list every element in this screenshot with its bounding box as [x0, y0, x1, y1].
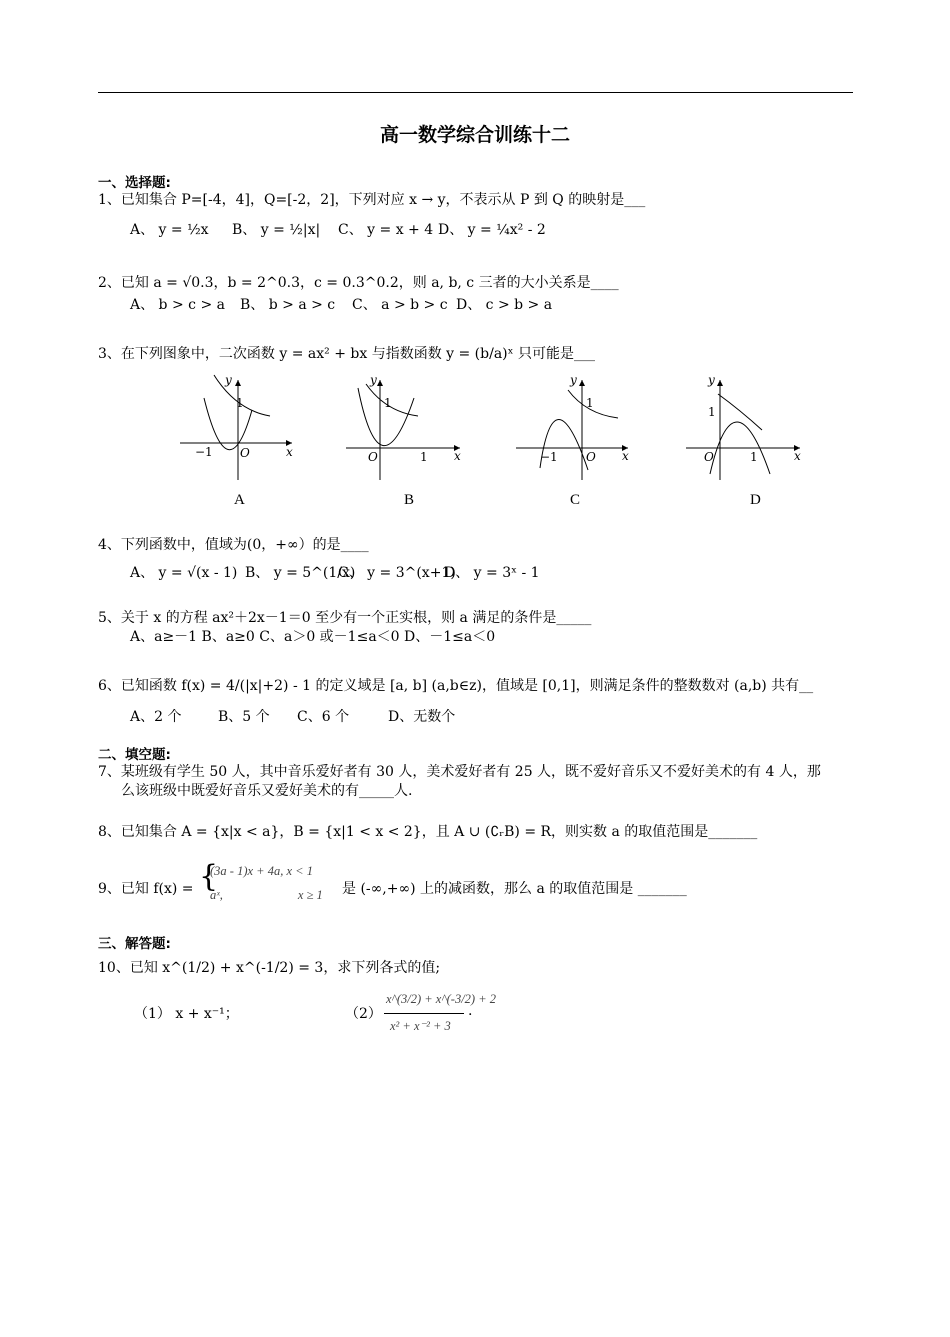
- graph-c-tick-neg1: −1: [540, 450, 558, 464]
- graph-a-tick-1: 1: [236, 396, 244, 410]
- q10-part-2-denominator: x² + x⁻² + 3: [390, 1019, 451, 1033]
- q9-case-2: aˣ, x ≥ 1: [210, 888, 323, 902]
- question-9-suffix: 是 (-∞,+∞) 上的减函数，那么 a 的取值范围是 _______: [342, 881, 687, 897]
- graph-b-tick-1-y: 1: [384, 396, 392, 410]
- q1-option-a: A、 y = ½x: [130, 222, 209, 238]
- q10-fraction-bar: [384, 1013, 464, 1014]
- q9-brace: {: [199, 859, 219, 894]
- q10-part-2-end: .: [468, 1003, 473, 1019]
- graph-c-y-label: y: [570, 373, 577, 387]
- graph-c-label: C: [570, 492, 581, 508]
- question-4-stem: 4、下列函数中，值域为(0，+∞）的是____: [98, 537, 369, 553]
- graph-c-x-label: x: [622, 449, 629, 463]
- question-7-line-1: 7、某班级有学生 50 人，其中音乐爱好者有 30 人，美术爱好者有 25 人，既不爱好音乐又不爱好美术的有 4 人，那: [98, 764, 821, 780]
- q6-option-c: C、6 个: [297, 709, 350, 725]
- q1-option-d: D、 y = ¼x² - 2: [438, 222, 546, 238]
- graph-b: [346, 373, 461, 508]
- graph-d-tick-1: 1: [750, 450, 758, 464]
- q6-option-b: B、5 个: [218, 709, 270, 725]
- graph-b-tick-1: 1: [420, 450, 428, 464]
- graph-b-y-label: y: [370, 373, 377, 387]
- q6-option-a: A、2 个: [130, 709, 182, 725]
- q10-part-2-label: （2）: [345, 1006, 382, 1022]
- q2-option-d: D、 c > b > a: [456, 297, 553, 313]
- question-1-stem: 1、已知集合 P=[-4，4]，Q=[-2，2]，下列对应 x → y，不表示从 P 到 Q 的映射是___: [98, 192, 646, 208]
- graph-d-y-label: y: [708, 373, 715, 387]
- q1-option-b: B、 y = ½|x|: [232, 222, 321, 238]
- q4-option-b: B、 y = 5^(1/x): [245, 565, 356, 581]
- graph-d-label: D: [750, 492, 761, 508]
- graph-a-x-label: x: [286, 445, 293, 459]
- graph-c: [516, 373, 629, 508]
- top-rule: [98, 92, 853, 93]
- question-10-stem: 10、已知 x^(1/2) + x^(-1/2) = 3，求下列各式的值;: [98, 960, 441, 976]
- graph-d-origin: O: [704, 450, 714, 464]
- question-7-line-2: 么该班级中既爱好音乐又爱好美术的有_____人.: [121, 783, 413, 799]
- question-8-stem: 8、已知集合 A = {x|x < a}，B = {x|1 < x < 2}，且 A ∪ (∁ᵣB) = R，则实数 a 的取值范围是_______: [98, 824, 758, 840]
- section-answer-heading: 三、解答题:: [98, 936, 171, 952]
- q4-option-d: D、 y = 3ˣ - 1: [444, 565, 540, 581]
- q2-option-c: C、 a > b > c: [352, 297, 448, 313]
- graph-a-tick-neg1: −1: [195, 445, 213, 459]
- graph-b-origin: O: [368, 450, 378, 464]
- q4-option-a: A、 y = √(x - 1): [130, 565, 238, 581]
- q10-part-1: （1） x + x⁻¹；: [134, 1006, 239, 1022]
- section-choice-heading: 一、选择题:: [98, 175, 171, 191]
- graph-d-x-label: x: [794, 449, 801, 463]
- question-2-stem: 2、已知 a = √0.3，b = 2^0.3，c = 0.3^0.2，则 a, b, c 三者的大小关系是____: [98, 275, 619, 291]
- q5-options: A、a≥－1 B、a≥0 C、a＞0 或－1≤a＜0 D、－1≤a＜0: [130, 629, 496, 645]
- graph-a: [180, 373, 293, 508]
- q2-option-b: B、 b > a > c: [240, 297, 336, 313]
- graph-c-tick-1: 1: [586, 396, 594, 410]
- q6-option-d: D、无数个: [388, 709, 456, 725]
- graph-a-y-label: y: [225, 373, 232, 387]
- graph-a-label: A: [234, 492, 245, 508]
- q10-part-2-numerator: x^(3/2) + x^(-3/2) + 2: [386, 992, 497, 1006]
- q1-option-c: C、 y = x + 4: [338, 222, 434, 238]
- q3-graphs: [170, 370, 820, 520]
- question-3-stem: 3、在下列图象中，二次函数 y = ax² + bx 与指数函数 y = (b/a)ˣ 只可能是___: [98, 346, 596, 362]
- q4-option-c: C、 y = 3^(x+1): [338, 565, 456, 581]
- graph-a-origin: O: [240, 446, 250, 460]
- graph-b-x-label: x: [454, 449, 461, 463]
- question-9-prefix: 9、已知 f(x) =: [98, 881, 194, 897]
- graph-d: [686, 373, 801, 508]
- page-title: 高一数学综合训练十二: [379, 124, 570, 146]
- question-5-stem: 5、关于 x 的方程 ax²＋2x－1＝0 至少有一个正实根，则 a 满足的条件是_____: [98, 610, 592, 626]
- question-6-stem: 6、已知函数 f(x) = 4/(|x|+2) - 1 的定义域是 [a, b] (a,b∈z)，值域是 [0,1]，则满足条件的整数数对 (a,b) 共有__: [98, 678, 814, 694]
- graph-d-tick-1-y: 1: [708, 405, 716, 419]
- q2-option-a: A、 b > c > a: [130, 297, 225, 313]
- q9-case-1: (3a - 1)x + 4a, x < 1: [210, 864, 313, 878]
- graph-c-origin: O: [586, 450, 596, 464]
- graph-b-label: B: [404, 492, 415, 508]
- section-fill-heading: 二、填空题:: [98, 747, 171, 763]
